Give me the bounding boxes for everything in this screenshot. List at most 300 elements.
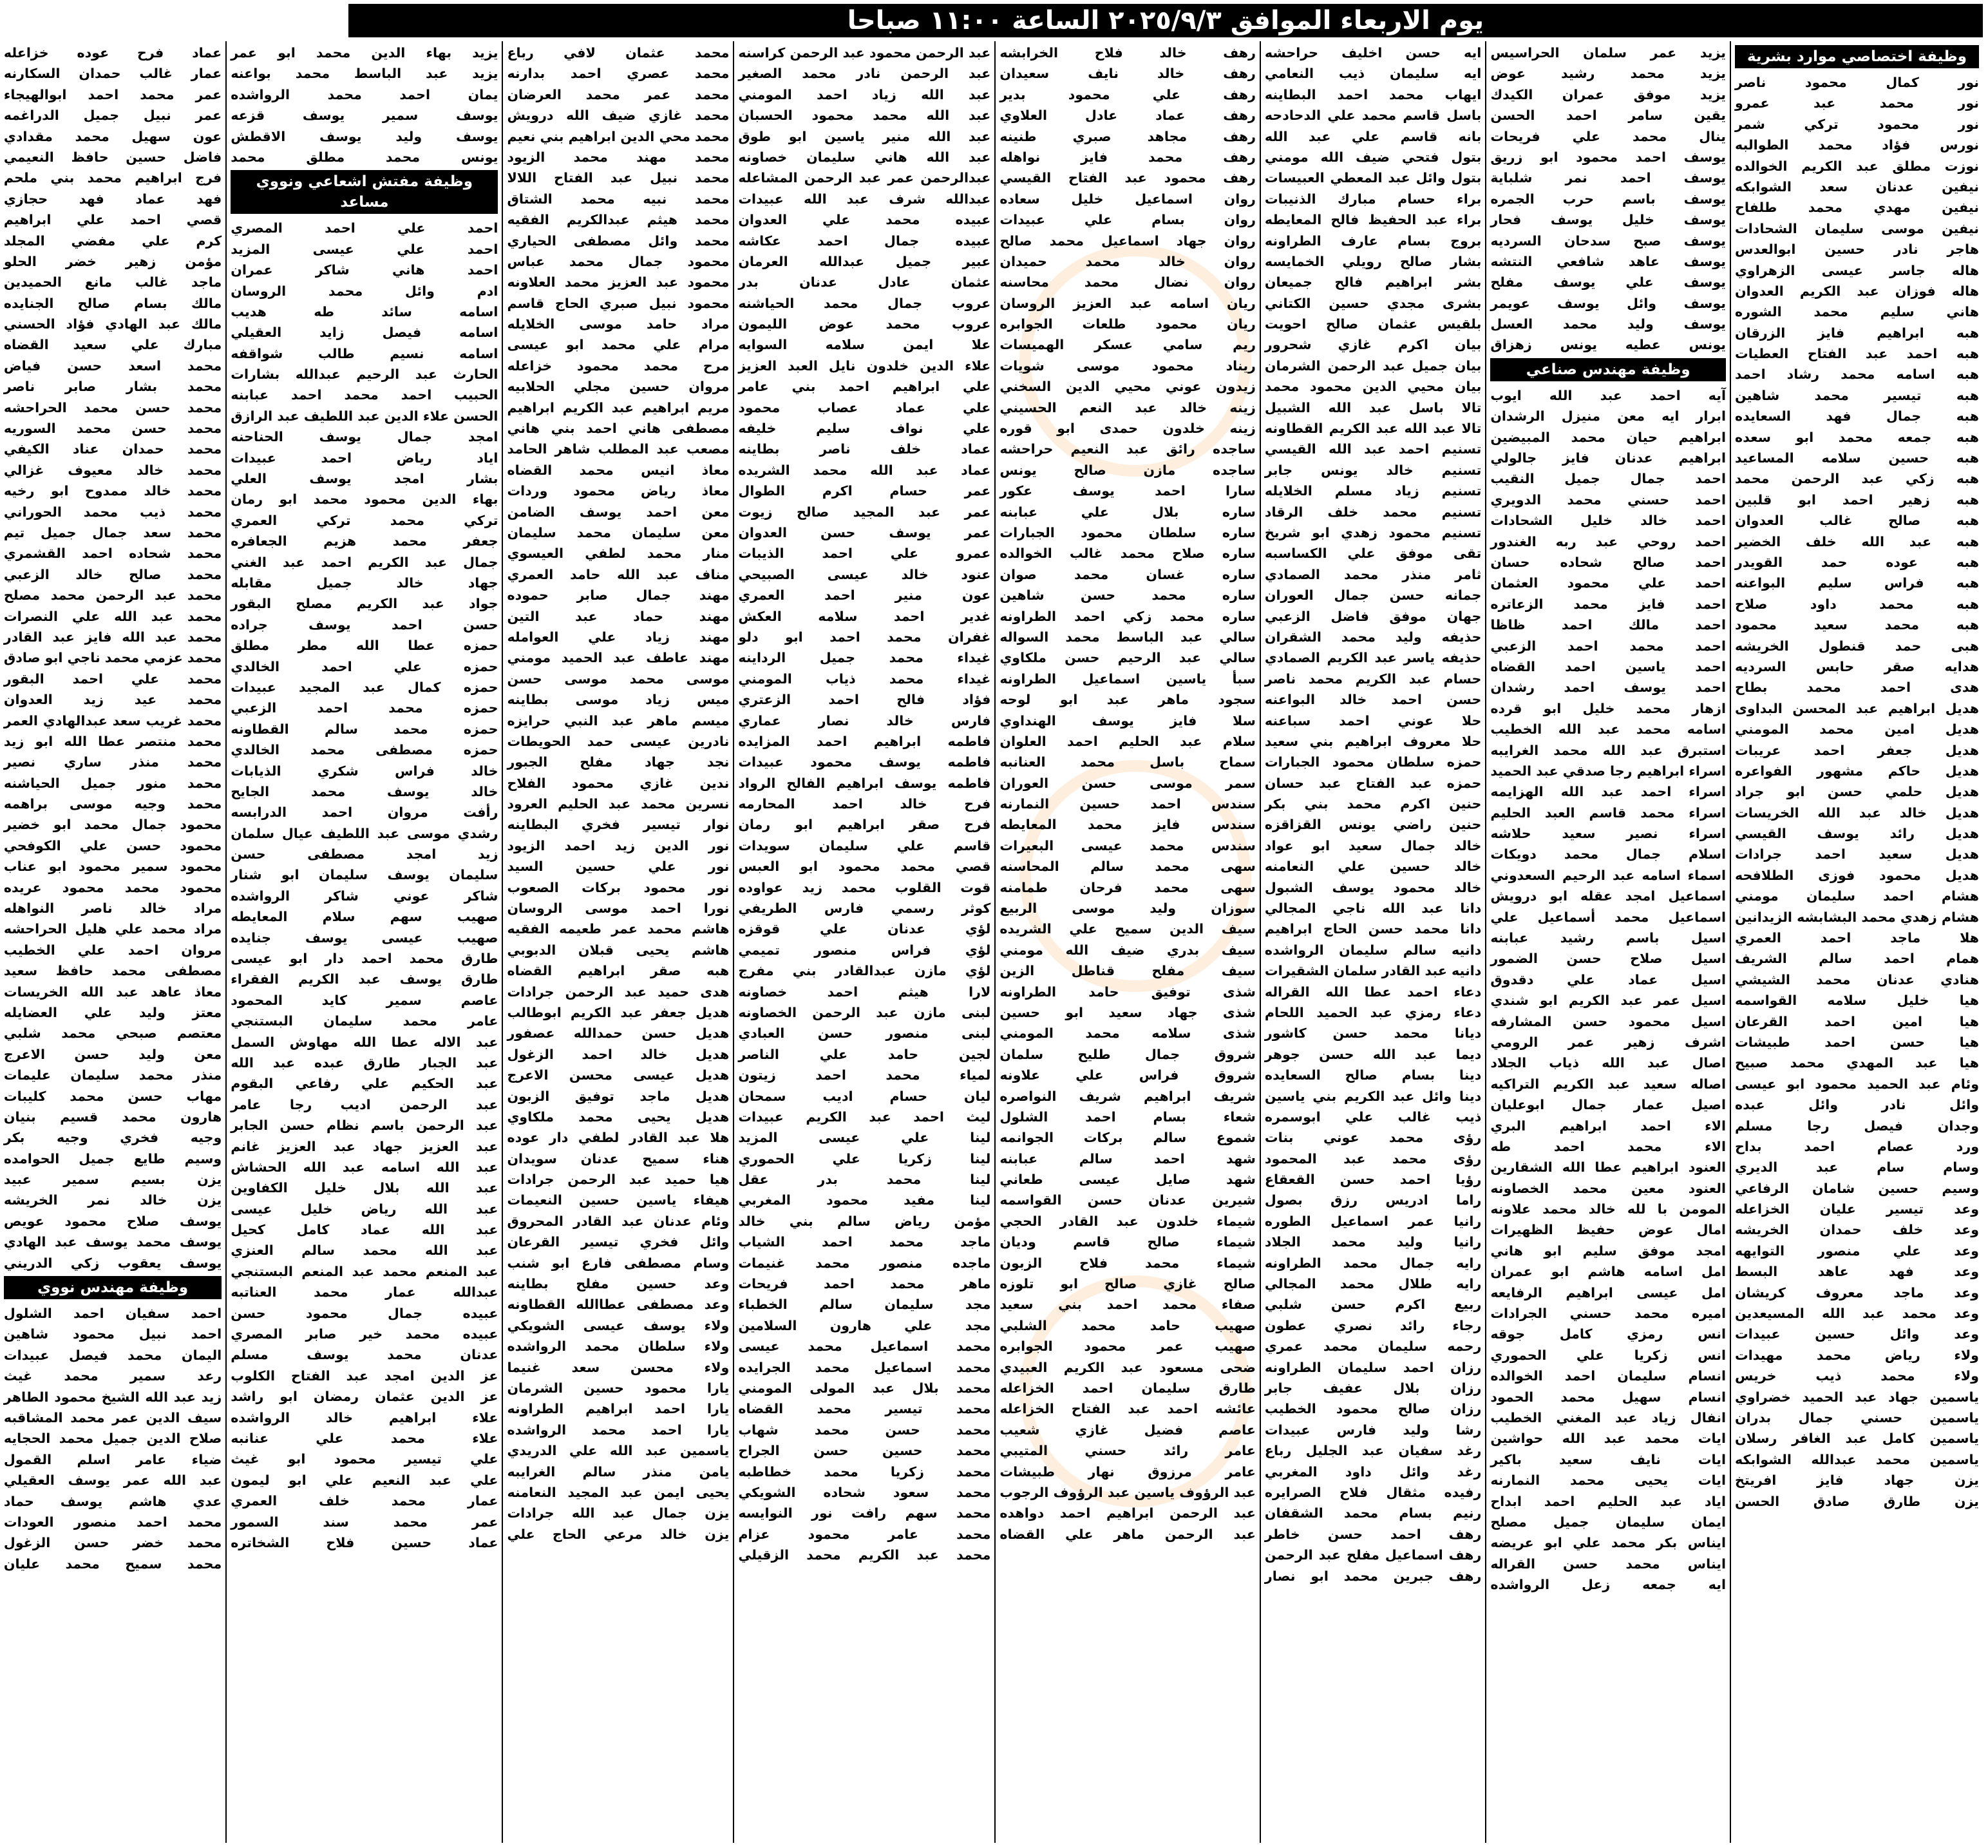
candidate-name: براء حسام مبارك الذنيبات xyxy=(1264,191,1482,207)
candidate-name: روان اسماعيل خليل سعاده xyxy=(999,191,1256,207)
candidate-name: كوثر رسمي فارس الطريفي xyxy=(738,900,991,917)
candidate-name: ماجده منصور محمد غنيمات xyxy=(738,1255,991,1271)
candidate-name: بروج بسام عارف الطراونه xyxy=(1264,233,1482,249)
candidate-name: يوسف وليد يوسف الاقطش xyxy=(231,128,498,144)
candidate-name: ماجد محمد احمد الشياب xyxy=(738,1234,991,1250)
candidate-name: اسامه فيصل زايد العقيلي xyxy=(231,325,498,341)
candidate-name: محمود عبد العزيز محمد العلاونه xyxy=(507,274,730,291)
candidate-name: احمد محمد احمد الزعبي xyxy=(1490,638,1727,654)
candidate-name: عماد فرح عوده خزاعله xyxy=(3,45,222,61)
candidate-name: هبه محمد داود صلاح xyxy=(1735,596,1979,612)
candidate-name: ساجده رائق عبد النعيم حراحشه xyxy=(999,441,1256,457)
candidate-name: عمار غالب حمدان السكارنه xyxy=(3,66,222,82)
candidate-name: ندين غازي محمود الفلاح xyxy=(507,775,730,791)
candidate-name: فؤاد فالح احمد الزعتري xyxy=(738,692,991,708)
candidate-name: معن وليد حسن الاعرج xyxy=(3,1046,222,1062)
candidate-name: زيد امجد مصطفى حسن xyxy=(231,846,498,862)
candidate-name: نور علي حسين السيد xyxy=(507,859,730,875)
candidate-name: وعد خلف حمدان الخريشه xyxy=(1735,1222,1979,1238)
candidate-name: رغد وائل داود المغربي xyxy=(1264,1463,1482,1480)
candidate-name: حذيفه وليد محمد الشقران xyxy=(1264,629,1482,645)
candidate-name: احمد علي عيسى المزيد xyxy=(231,241,498,257)
candidate-name: امجد جمال يوسف الحناحنه xyxy=(231,429,498,445)
candidate-name: معاذ رياض محمود وردات xyxy=(507,483,730,499)
candidate-name: خالد يوسف محمد الجايح xyxy=(231,783,498,799)
candidate-name: عز الدين عثمان رمضان ابو راشد xyxy=(231,1389,498,1405)
candidate-name: اسيل باسم رشيد عبابنه xyxy=(1490,930,1727,946)
candidate-name: علي ابراهيم احمد بني عامر xyxy=(738,379,991,395)
candidate-name: بشار امجد يوسف العلي xyxy=(231,471,498,487)
candidate-name: مصطفى هاني احمد بني هاني xyxy=(507,421,730,437)
candidate-name: اسيل عمر عبد الكريم ابو شندي xyxy=(1490,993,1727,1009)
candidate-name: ولاء محسن سعد غنيما xyxy=(507,1359,730,1375)
candidate-name: محمد عبد الكريم محمد الزقيلي xyxy=(738,1547,991,1563)
candidate-name: نور محمد عبد عمرو xyxy=(1735,95,1979,111)
candidate-name: اسراء احمد عبد الله الهزايمه xyxy=(1490,784,1727,800)
candidate-name: محمد زكريا محمد خطاطبه xyxy=(738,1463,991,1480)
candidate-name: محمد حسن محمد السوريه xyxy=(3,421,222,437)
candidate-name: قصي محمد محمود ابو العبس xyxy=(738,859,991,875)
candidate-name: ذيب غالب علي ابوسمره xyxy=(1264,1109,1482,1125)
banner-title: يوم الاربعاء الموافق ٢٠٢٥/٩/٣ الساعة ١١:٠٠ صباحا xyxy=(847,6,1484,35)
candidate-name: علا ايمن سلامه السوايه xyxy=(738,337,991,353)
candidate-name: محمد وائل مصطفى الحياري xyxy=(507,233,730,249)
candidate-name: غيداء محمد جميل الرداينه xyxy=(738,650,991,666)
candidate-name: عمر محمد سند السمور xyxy=(231,1514,498,1530)
candidate-name: لمياء محمد احمد زيتون xyxy=(738,1067,991,1083)
candidate-name: اصال عبد الله ذياب الجلاد xyxy=(1490,1055,1727,1071)
candidate-name: ساره سلطان محمود الجبارات xyxy=(999,524,1256,540)
candidate-name: ليث احمد عبد الكريم عبيدات xyxy=(738,1109,991,1125)
candidate-name: يوسف احمد نمر شلباية xyxy=(1490,170,1727,186)
candidate-name: اسماعيل محمد أسماعيل علي xyxy=(1490,909,1727,925)
candidate-name: كرم علي مفضي المجلد xyxy=(3,233,222,249)
candidate-name: وئام عدنان عبد القادر المحروق xyxy=(507,1213,730,1229)
candidate-name: عاصم سمير كايد المحمود xyxy=(231,992,498,1008)
candidate-name: محمد عمر محمد العرضان xyxy=(507,86,730,102)
candidate-name: هديل خالد عبد الله الخريسات xyxy=(1735,805,1979,821)
candidate-name: محمد سعد جمال جميل تيم xyxy=(3,524,222,540)
candidate-name: هيا خليل سلامه القواسمه xyxy=(1735,993,1979,1009)
candidate-name: نادرين عيسى حمد الحويطات xyxy=(507,733,730,749)
candidate-name: سندس احمد حسين النمارنه xyxy=(999,796,1256,812)
name-column xyxy=(733,41,994,1843)
candidate-name: هبه صالح غالب العدوان xyxy=(1735,513,1979,529)
candidate-name: ولاء رياض محمد مهيدات xyxy=(1735,1347,1979,1363)
candidate-name: زيدون عوني محيي الدين السخني xyxy=(999,379,1256,395)
candidate-name: الحبيب احمد محمد احمد عبابنه xyxy=(231,387,498,403)
candidate-name: طارق سليمان احمد الخزاعله xyxy=(999,1380,1256,1396)
candidate-name: شيرين عدنان حسن القواسمه xyxy=(999,1192,1256,1208)
candidate-name: سليمان يوسف سليمان ابو شنار xyxy=(231,867,498,883)
candidate-name: ساره صلاح محمد غالب الخوالده xyxy=(999,546,1256,562)
candidate-name: يزن خالد نمر الخريشه xyxy=(3,1192,222,1208)
candidate-name: محمود جمال محمد ابو خضير xyxy=(3,817,222,833)
candidate-name: جواد عبد الكريم مصلح البقور xyxy=(231,596,498,612)
candidate-name: دانا محمد حسن الحاج ابراهيم xyxy=(1264,921,1482,937)
candidate-name: قاسم علي سليمان سويدات xyxy=(738,837,991,853)
candidate-name: محمد خضر حسن الزغول xyxy=(3,1535,222,1551)
candidate-name: اسامه سائد طه هديب xyxy=(231,303,498,319)
candidate-name: شهد احمد سالم عبابنه xyxy=(999,1150,1256,1167)
candidate-name: رؤيا احمد حسن القعقاع xyxy=(1264,1172,1482,1188)
candidate-name: هديل رائد يوسف القيسي xyxy=(1735,826,1979,842)
candidate-name: ايات محمد عبد الله حواشين xyxy=(1490,1431,1727,1447)
candidate-name: يارا احمد محمد الرواشده xyxy=(507,1422,730,1438)
candidate-name: مهند زياد علي العوامله xyxy=(507,629,730,645)
candidate-name: هنادي عدنان محمد الشيشي xyxy=(1735,971,1979,987)
candidate-name: رهف جبرين محمد ابو نصار xyxy=(1264,1568,1482,1584)
candidate-name: عبدالرحمن عمر عبد الرحمن المشاعله xyxy=(738,170,991,186)
candidate-name: حنين راضي يونس القزاقزه xyxy=(1264,817,1482,833)
candidate-name: محمد عبد الله علي النصرات xyxy=(3,608,222,624)
candidate-name: حسن احمد خالد البواعنه xyxy=(1264,692,1482,708)
candidate-name: مريم ابراهيم عبد الكريم ابراهيم xyxy=(507,399,730,415)
candidate-name: محمد حسن محمد الحراحشه xyxy=(3,399,222,415)
candidate-name: عبد الله عماد كامل كحيل xyxy=(231,1222,498,1238)
candidate-name: سيف بدري ضيف الله مومني xyxy=(999,942,1256,958)
candidate-name: بانه قاسم علي عبد الله xyxy=(1264,128,1482,144)
candidate-name: وعد محمد عبد الله المسيعدين xyxy=(1735,1306,1979,1322)
candidate-name: هبه عبد الله خلف الخضير xyxy=(1735,533,1979,549)
candidate-name: علي عماد عصاب محمود xyxy=(738,399,991,415)
candidate-name: زيد عبد الله الشيخ محمود الطاهر xyxy=(3,1389,222,1405)
candidate-name: حمزه سلطان محمود الجبارات xyxy=(1264,754,1482,770)
candidate-name: ورد عصام احمد بداح xyxy=(1735,1138,1979,1154)
candidate-name: يونس عطيه يونس زهزاق xyxy=(1490,337,1727,353)
candidate-name: ايناس بكر محمد علي ابو عريضه xyxy=(1490,1535,1727,1551)
candidate-name: رحمه سليمان محمد عمري xyxy=(1264,1338,1482,1355)
job-title-heading: وظيفة مهندس نووي xyxy=(4,1276,222,1299)
candidate-name: بيان اكرم غازي شحرور xyxy=(1264,337,1482,353)
candidate-name: معتصم صبحي محمد شلبي xyxy=(3,1025,222,1042)
candidate-name: يوسف محمد يوسف عبد الهادي xyxy=(3,1234,222,1250)
candidate-name: سندس محمد عيسى البعيرات xyxy=(999,837,1256,853)
candidate-name: عامر مرزوق نهار طبيشات xyxy=(999,1463,1256,1480)
candidate-name: رهف عماد عادل العلاوي xyxy=(999,108,1256,124)
candidate-name: روان جهاد اسماعيل محمد صالح xyxy=(999,233,1256,249)
candidate-name: يحيى ايمن عبد المجيد النعامنه xyxy=(507,1484,730,1500)
candidate-name: فاطمه ابراهيم احمد المزايده xyxy=(738,733,991,749)
candidate-name: سيف الدين عمر محمد المشاقبه xyxy=(3,1410,222,1425)
candidate-name: يامن منذر سالم الغرايبه xyxy=(507,1463,730,1480)
candidate-name: عبد الرؤوف ياسين عبد الرؤوف الرجوب xyxy=(999,1484,1256,1500)
candidate-name: محمد علي احمد البقور xyxy=(3,671,222,687)
candidate-name: محمد اسعد حسن فياض xyxy=(3,357,222,374)
candidate-name: هبه حسين سلامه المساعيد xyxy=(1735,450,1979,466)
candidate-name: المومن با لله خالد محمد علاونه xyxy=(1490,1201,1727,1217)
candidate-name: ايناس محمد حسن القراله xyxy=(1490,1556,1727,1572)
candidate-name: شذى جهاد سعيد ابو حسين xyxy=(999,1004,1256,1020)
candidate-name: فارس خالد نصار عماري xyxy=(738,712,991,729)
candidate-name: محمد عزمي محمد ناجي ابو صادق xyxy=(3,650,222,666)
candidate-name: محمد غريب سعد عبدالهادي العمر xyxy=(3,712,222,729)
candidate-name: روان خالد محمد حميدان xyxy=(999,253,1256,269)
candidate-name: ياسمين حسني جمال بدران xyxy=(1735,1410,1979,1425)
candidate-name: محمد منور جميل الحياشنه xyxy=(3,775,222,791)
candidate-name: الحارث عبد الرحيم عبدالله بشارات xyxy=(231,367,498,383)
candidate-name: نور محمود تركي شمر xyxy=(1735,116,1979,132)
candidate-name: عمر يوسف حسن العدوان xyxy=(738,524,991,540)
candidate-name: فاطمه يوسف محمود عبيدات xyxy=(738,754,991,770)
candidate-name: محمد شحاده احمد القشمري xyxy=(3,546,222,562)
candidate-name: محمود جمال محمد عباس xyxy=(507,253,730,269)
candidate-name: دانيه عبد القادر سلمان الشقيرات xyxy=(1264,963,1482,979)
candidate-name: احمد ياسين احمد القضاه xyxy=(1490,658,1727,674)
candidate-name: خالد حسين علي النعامنه xyxy=(1264,859,1482,875)
candidate-name: عماد خلف ناصر بطاينه xyxy=(738,441,991,457)
candidate-name: ضياء عامر اسلم القمول xyxy=(3,1451,222,1467)
candidate-name: هبه فراس سليم البواعنه xyxy=(1735,575,1979,591)
candidate-name: قوت القلوب محمد زيد عواوده xyxy=(738,879,991,895)
candidate-name: رهف علي محمود بدير xyxy=(999,86,1256,102)
candidate-name: محمد بلال عبد المولى المومني xyxy=(738,1380,991,1396)
candidate-name: رهف مجاهد صبري طنينه xyxy=(999,128,1256,144)
candidate-name: علي عبد النعيم علي ابو ليمون xyxy=(231,1472,498,1488)
candidate-name: تسنيم احمد عبد الله القيسي xyxy=(1264,441,1482,457)
candidate-name: يارا احمد ابراهيم الطراونه xyxy=(507,1401,730,1417)
candidate-name: مجد سليمان سالم الخطباء xyxy=(738,1297,991,1313)
candidate-name: مرح محمد محمود خزاعله xyxy=(507,357,730,374)
candidate-name: باسل قاسم محمد علي الدحادحه xyxy=(1264,108,1482,124)
candidate-name: هدى حميد عبد الرحمن جرادات xyxy=(507,984,730,1000)
candidate-name: بتول وائل عبد المعطي العبيسات xyxy=(1264,170,1482,186)
candidate-name: وجيه فخري وجيه بكر xyxy=(3,1130,222,1146)
candidate-name: بشرى مجدي حسين الكتاني xyxy=(1264,295,1482,311)
candidate-name: هبه احمد عبد الفتاح العطيات xyxy=(1735,346,1979,362)
candidate-name: مالك بسام صالح الجنايده xyxy=(3,295,222,311)
candidate-name: اسامه محمد عبد الله الخطيب xyxy=(1490,721,1727,738)
candidate-name: عبد الله زياد احمد المومني xyxy=(738,86,991,102)
candidate-name: محمد عامر محمود عزام xyxy=(738,1526,991,1542)
candidate-name: رزان صالح محمود الخطيب xyxy=(1264,1401,1482,1417)
candidate-name: ولاء يوسف عيسى الشويكي xyxy=(507,1317,730,1333)
candidate-name: اسراء محمد قاسم العبد الحليم xyxy=(1490,805,1727,821)
candidate-name: ولاء سلطان محمد الرواشده xyxy=(507,1338,730,1355)
candidate-name: رهف محمد فايز نواهله xyxy=(999,149,1256,165)
candidate-name: محمد مهند محمد الزيود xyxy=(507,149,730,165)
candidate-name: نجد جهاد مفلح الجبور xyxy=(507,754,730,770)
candidate-name: علاء ابراهيم خالد الرواشده xyxy=(231,1409,498,1425)
candidate-name: ماجد غالب مانع الحميدين xyxy=(3,274,222,291)
candidate-name: هشام احمد سليمان مومني xyxy=(1735,888,1979,904)
candidate-name: عروب محمد عوض الليمون xyxy=(738,316,991,332)
candidate-name: امال عوض حفيظ الظهيرات xyxy=(1490,1222,1727,1238)
candidate-name: عمرو علي احمد الذيبات xyxy=(738,546,991,562)
candidate-name: فرح خالد احمد المحارمه xyxy=(738,796,991,812)
candidate-name: هلا عبد القادر لطفي دار عوده xyxy=(507,1130,730,1146)
candidate-name: ساره غسان محمد صوان xyxy=(999,566,1256,582)
candidate-name: مرام علي محمد ابو عيسى xyxy=(507,337,730,353)
candidate-name: وجدان فيصل رجا مسلم xyxy=(1735,1118,1979,1134)
candidate-name: حمزه مصطفى محمد الخالدي xyxy=(231,742,498,758)
candidate-name: ياسمين محمد عبدالله الشوابكه xyxy=(1735,1451,1979,1467)
candidate-name: محمد اسماعيل محمد الجرايده xyxy=(738,1359,991,1375)
candidate-name: روان بسام علي عبيدات xyxy=(999,212,1256,228)
candidate-name: ازهار محمد خليل ابو قرده xyxy=(1490,700,1727,716)
candidate-name: نوار تيسير فخري البطاينه xyxy=(507,817,730,833)
candidate-name: زينه خلدون حمدى ابو قوره xyxy=(999,421,1256,437)
candidate-name: محمد ذيب محمد الحوراني xyxy=(3,504,222,520)
candidate-name: نيفين مهدي محمد طلفاح xyxy=(1735,200,1979,216)
candidate-name: ميسم ماهر عبد النبي حرايزه xyxy=(507,712,730,729)
candidate-name: شعاء بسام احمد الشلول xyxy=(999,1109,1256,1125)
candidate-name: وعد علي منصور التوايهه xyxy=(1735,1243,1979,1259)
candidate-name: احمد حسني محمد الدويري xyxy=(1490,491,1727,508)
candidate-name: جمال عبد الكريم احمد عبد الغني xyxy=(231,554,498,570)
candidate-name: لينا زكريا علي الحموري xyxy=(738,1150,991,1167)
candidate-name: روان نضال محمد محاسنه xyxy=(999,274,1256,291)
candidate-name: اصيل عمار جمال ابوعليان xyxy=(1490,1097,1727,1113)
candidate-name: طارق يوسف عبد الكريم الفقراء xyxy=(231,971,498,987)
candidate-name: هبه اسامه محمد رشاد احمد xyxy=(1735,367,1979,383)
candidate-name: شروق جمال طليح سلمان xyxy=(999,1046,1256,1062)
candidate-name: لؤي فراس منصور تميمي xyxy=(738,942,991,958)
candidate-name: يزن طارق صادق الحسن xyxy=(1735,1493,1979,1509)
candidate-name: تسنيم زياد مسلم الخلايله xyxy=(1264,483,1482,499)
candidate-name: هديل ماجد توفيق الزبون xyxy=(507,1088,730,1104)
candidate-name: يزيد عمر سلمان الحراسيس xyxy=(1490,45,1727,61)
candidate-name: شريف ابراهيم شريف النواصره xyxy=(999,1088,1256,1104)
candidate-name: وسيم حسين شامان الرفاعي xyxy=(1735,1180,1979,1196)
candidate-name: محمد تيسير محمد القضاه xyxy=(738,1401,991,1417)
candidate-name: هديل جعفر احمد عريبات xyxy=(1735,742,1979,758)
candidate-name: هبه جمال فهد السعايده xyxy=(1735,408,1979,424)
candidate-name: ولاء محمد ذيب خريس xyxy=(1735,1368,1979,1384)
candidate-name: سوزان وليد موسى الربيع xyxy=(999,900,1256,917)
candidate-name: يمان احمد محمد الرواشده xyxy=(231,86,498,102)
candidate-name: هبه تيسير محمد شاهين xyxy=(1735,387,1979,403)
candidate-name: هديل حلمي حسن ابو جراد xyxy=(1735,784,1979,800)
candidate-name: عبير جميل عبدالله العرمان xyxy=(738,253,991,269)
candidate-name: غدير احمد سلامه العكش xyxy=(738,608,991,624)
candidate-name: محمد سهم رافت نور النوايسه xyxy=(738,1505,991,1521)
candidate-name: عبد الله رياض خليل عيسى xyxy=(231,1201,498,1217)
candidate-name: محمد محي الدين ابراهيم بني نعيم xyxy=(507,128,730,144)
candidate-name: وائل فخري تيسير القرعان xyxy=(507,1234,730,1250)
candidate-name: يوسف صلاح محمود عويص xyxy=(3,1213,222,1229)
candidate-name: ديما عبد الله حسن جوهر xyxy=(1264,1046,1482,1062)
candidate-name: احمد روحي عبد ربه الغندور xyxy=(1490,533,1727,549)
candidate-name: عبد الرحمن ابراهيم احمد دواهده xyxy=(999,1505,1256,1521)
candidate-name: مراد خالد ناصر النواهله xyxy=(3,900,222,917)
candidate-name: احمد سفيان احمد الشلول xyxy=(3,1306,222,1322)
candidate-name: هدى احمد محمد بطاح xyxy=(1735,680,1979,696)
candidate-name: عبيده جمال احمد عكاشه xyxy=(738,233,991,249)
candidate-name: مناف عبد الله حامد العمري xyxy=(507,566,730,582)
candidate-name: رأفت مروان احمد الدرابسه xyxy=(231,805,498,821)
candidate-name: يوسف صبح سدحان السرديه xyxy=(1490,233,1727,249)
candidate-name: ساره محمد زكي احمد الطراونه xyxy=(999,608,1256,624)
candidate-name: مراد حامد موسى الخلايله xyxy=(507,316,730,332)
candidate-name: هناء سميح عدنان سويدان xyxy=(507,1150,730,1167)
candidate-name: علاء الدين خلدون نايل العبد العزيز xyxy=(738,357,991,374)
candidate-name: ياسمين كامل عبد الغافر رسلان xyxy=(1735,1431,1979,1447)
candidate-name: محمد عثمان لافي رباع xyxy=(507,45,730,61)
candidate-name: مروان حسين مجلي الحلابيه xyxy=(507,379,730,395)
candidate-name: فاطمه يوسف ابراهيم الفالح الرواد xyxy=(738,775,991,791)
candidate-name: رهف خالد نايف سعيدان xyxy=(999,66,1256,82)
candidate-name: جهاد خالد جميل مقابله xyxy=(231,575,498,591)
candidate-name: عمر محمد احمد ابوالهيجاء xyxy=(3,86,222,102)
candidate-name: وسيم طايع جميل الحوامده xyxy=(3,1150,222,1167)
candidate-name: عبيده محمد خير صابر المصري xyxy=(231,1326,498,1342)
candidate-name: شروق فراس علي علاونه xyxy=(999,1067,1256,1083)
candidate-name: هديل محمود فوزى الطلافحه xyxy=(1735,867,1979,883)
candidate-name: عون منير احمد العمري xyxy=(738,587,991,604)
candidate-name: محمد غازي ضيف الله درويش xyxy=(507,108,730,124)
candidate-name: محمد بشار صابر ناصر xyxy=(3,379,222,395)
candidate-name: سلام عبد الحليم احمد العلوان xyxy=(999,733,1256,749)
candidate-name: خالد جمال سعيد ابو عواد xyxy=(1264,837,1482,853)
candidate-name: انسام سهيل محمد الحمود xyxy=(1490,1389,1727,1405)
candidate-name: عبد الله هاني سليمان خصاونه xyxy=(738,149,991,165)
candidate-name: محمد حسين حسن الجراح xyxy=(738,1443,991,1459)
candidate-name: زينه خالد عبد النعم الحسيني xyxy=(999,399,1256,415)
candidate-name: اسامه نسيم طالب شواقفه xyxy=(231,345,498,361)
candidate-name: بتول فتحي ضيف الله مومني xyxy=(1264,149,1482,165)
candidate-name: عبد الرحمن نادر محمد الصغير xyxy=(738,66,991,82)
candidate-name: شذى توفيق حامد الطراونه xyxy=(999,984,1256,1000)
candidate-name: هشام زهدي محمد البشابشه الزيدانين xyxy=(1735,909,1979,925)
candidate-name: مروان احمد علي الخطيب xyxy=(3,942,222,958)
candidate-name: اسراء نصير سعيد حلاشه xyxy=(1490,826,1727,842)
candidate-name: راما ادريس رزق بصول xyxy=(1264,1192,1482,1208)
candidate-name: ايات نايف سعيد باكير xyxy=(1490,1451,1727,1467)
candidate-name: هدايه صقر حابس السرديه xyxy=(1735,658,1979,674)
candidate-name: اسماعيل امجد عقله ابو درويش xyxy=(1490,888,1727,904)
candidate-name: رفيده مثقال فلاح الصرايره xyxy=(1264,1484,1482,1500)
candidate-name: ايه حسن اخليف حراحشه xyxy=(1264,45,1482,61)
candidate-name: آيه احمد عبد الله ايوب xyxy=(1490,387,1727,403)
candidate-name: هبه زكي عبد الرحمن محمد xyxy=(1735,471,1979,487)
candidate-name: شيماء محمد فلاح الزبون xyxy=(999,1255,1256,1271)
candidate-name: ريان اسامه عبد العزيز الروسان xyxy=(999,295,1256,311)
candidate-name: غفران محمد احمد ابو دلو xyxy=(738,629,991,645)
candidate-name: ساره بلال علي عبابنه xyxy=(999,504,1256,520)
candidate-name: رزان احمد سليمان الطراونه xyxy=(1264,1359,1482,1375)
candidate-name: اياد عبد الحليم احمد ابداح xyxy=(1490,1493,1727,1509)
candidate-name: عبد الرحمن محمود عبد الرحمن كراسنه xyxy=(738,45,991,61)
candidate-name: عبد الله منير ياسين ابو طوق xyxy=(738,128,991,144)
candidate-name: علي تيسير محمود ابو غيث xyxy=(231,1451,498,1467)
candidate-name: صهيب سهم سلام المعايطه xyxy=(231,909,498,925)
candidate-name: سلا فايز يوسف الهنداوي xyxy=(999,712,1256,729)
candidate-name: شيماء صالح قاسم وديان xyxy=(999,1234,1256,1250)
candidate-name: نورس فؤاد محمد الطوالبه xyxy=(1735,137,1979,153)
candidate-name: لؤي عدنان علي قوقزه xyxy=(738,921,991,937)
candidate-name: لينا علي عيسى المزيد xyxy=(738,1130,991,1146)
candidate-name: مجد علي هارون السلامين xyxy=(738,1317,991,1333)
candidate-name: فرج ابراهيم محمد بني ملحم xyxy=(3,170,222,186)
candidate-name: رغد سفيان عبد الجليل رباع xyxy=(1264,1443,1482,1459)
candidate-name: عبيده محمد علي العدوان xyxy=(738,212,991,228)
candidate-name: محمد احمد منصور العودات xyxy=(3,1514,222,1530)
candidate-name: رهف خالد فلاح الخرابشه xyxy=(999,45,1256,61)
candidate-name: سارا احمد يوسف عكور xyxy=(999,483,1256,499)
candidate-name: شيماء خلدون عبد القادر الحجي xyxy=(999,1213,1256,1229)
candidate-name: هديل سعيد احمد جرادات xyxy=(1735,846,1979,862)
candidate-name: معاذ انيس محمد القضاه xyxy=(507,462,730,478)
candidate-name: تسنيم خالد يونس جابر xyxy=(1264,462,1482,478)
candidate-name: احمد علي محمود العثمان xyxy=(1490,575,1727,591)
candidate-name: عدنان محمد يوسف مسلم xyxy=(231,1347,498,1363)
candidate-name: صفاء محمد احمد بني سعيد xyxy=(999,1297,1256,1313)
candidate-name: لينا مفيد محمود المغربي xyxy=(738,1192,991,1208)
candidate-name: رؤى محمد عوني بنات xyxy=(1264,1130,1482,1146)
candidate-name: حمزه عبد الفتاح عبد حسان xyxy=(1264,775,1482,791)
candidate-name: نوزت مطلق عبد الكريم الخوالده xyxy=(1735,158,1979,174)
